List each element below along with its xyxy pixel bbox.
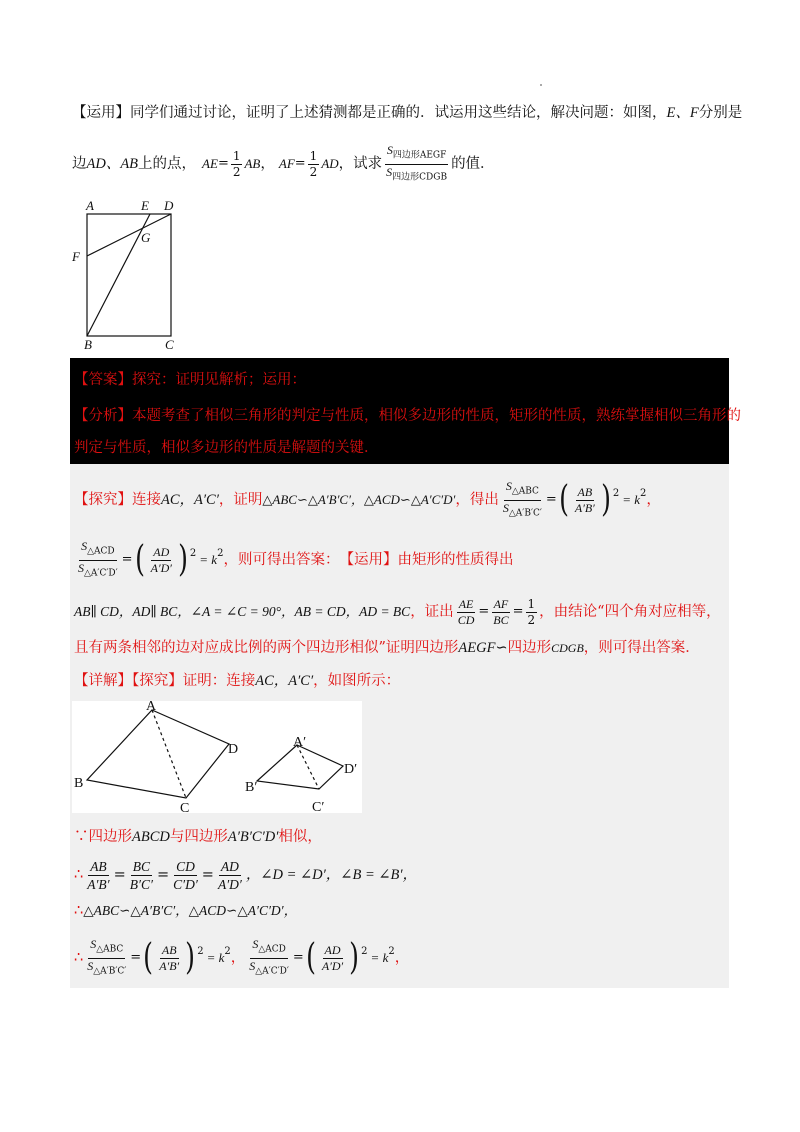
label-c: C	[165, 337, 174, 352]
answer-line: 【答案】探究：证明见解析；运用：	[74, 372, 306, 388]
explore-line-4: 且有两条相邻的边对应成比例的两个四边形相似”证明四边形AEGF∽四边形CDGB，则可得出答案．	[74, 640, 700, 656]
diagonal-ac-prime	[297, 745, 319, 789]
fraction-area-ratio: $\frac{S_{四边形AEGF}}{S_{四边形CDGB}}$	[386, 143, 448, 182]
fraction-half-1: $\frac{1}{2}$	[232, 148, 241, 179]
label-b: B	[74, 776, 84, 791]
proof-line-3: ∴△ABC∽△A′B′C′，△ACD∽△A′C′D′，	[74, 903, 298, 919]
quad-abcd	[87, 710, 229, 798]
explore-line-1: 【探究】 连接 AC，A′C′ ，证明 △ABC∽△A′B′C′，△ACD∽△A′C′D′ ，得出 $\frac{S_{\triangle ABC}}{S_{\triangle A'B'C'}}$ = ( $\frac{AB}{A'B'}$ ) $^2$ = k $^2$ ，	[74, 479, 661, 520]
label-d: D	[164, 198, 174, 213]
figure-quadrilaterals	[72, 701, 362, 813]
rect-abcd	[87, 214, 171, 336]
label-e: E	[141, 198, 149, 213]
apply-label: 【运用】	[72, 105, 130, 121]
analysis-line-1: 【分析】本题考查了相似三角形的判定与性质，相似多边形的性质，矩形的性质，熟练掌握相似三角形的	[74, 408, 741, 424]
apply-line-1: 【运用】同学们通过讨论，证明了上述猜测都是正确的．试运用这些结论，解决问题：如图，E、F分别是	[72, 105, 743, 121]
label-d-prime: D′	[344, 762, 358, 777]
proof-line-4: ∴ $\frac{S_{\triangle ABC}}{S_{\triangle A'B'C'}}$ = ( $\frac{AB}{A'B'}$ ) $^2$ = k $^2$ ， $\frac{S_{\triangle ACD}}{S_{\triangle A'C'D'}}$ = ( $\frac{AD}{A'D'}$ ) $^2$ = k $^2$ ，	[74, 937, 410, 978]
label-b-prime: B′	[245, 780, 258, 795]
explore-line-2: $\frac{S_{\triangle ACD}}{S_{\triangle A'C'D'}}$ = ( $\frac{AD}{A'D'}$ ) $^2$ = k $^2$ ，则可得出答案： 【运用】 由矩形的性质得出	[78, 539, 514, 580]
figure-rectangle	[68, 196, 188, 356]
label-c: C	[180, 801, 190, 813]
analysis-line-2: 判定与性质，相似多边形的性质是解题的关键．	[74, 440, 379, 456]
apply-line-2: 边 AD、AB 上的点， AE = $\frac{1}{2}$ AB ， AF = $\frac{1}{2}$ AD ，试求 $\frac{S_{四边形AEGF}}{S_{四边形CDGB}}$ 的值．	[72, 144, 495, 184]
label-c-prime: C′	[312, 800, 325, 813]
label-b: B	[84, 337, 92, 352]
label-a: A	[86, 198, 94, 213]
label-a: A	[146, 701, 157, 714]
fraction-half-2: $\frac{1}{2}$	[309, 148, 318, 179]
label-a-prime: A′	[293, 735, 307, 750]
segment-fd	[87, 214, 171, 256]
label-g: G	[141, 230, 151, 245]
label-f: F	[72, 249, 80, 264]
label-d: D	[228, 742, 239, 757]
explore-line-3: AB∥ CD，AD∥ BC，∠A = ∠C = 90°，AB = CD，AD = BC ，证出 $\frac{AE}{CD}$ = $\frac{AF}{BC}$ = $\frac{1}{2}$ ，由结论“四个角对应相等，	[74, 596, 721, 627]
proof-line-2: ∴ $\frac{AB}{A'B'}$ = $\frac{BC}{B'C'}$ = $\frac{CD}{C'D'}$ = $\frac{AD}{A'D'}$ ，∠D = ∠D′，∠B = ∠B′，	[74, 858, 418, 892]
detail-line: 【详解】【探究】证明：连接AC，A′C′，如图所示：	[74, 673, 401, 689]
proof-line-1: ∵四边形ABCD与四边形A′B′C′D′相似，	[74, 829, 322, 845]
page-dot	[540, 84, 542, 86]
